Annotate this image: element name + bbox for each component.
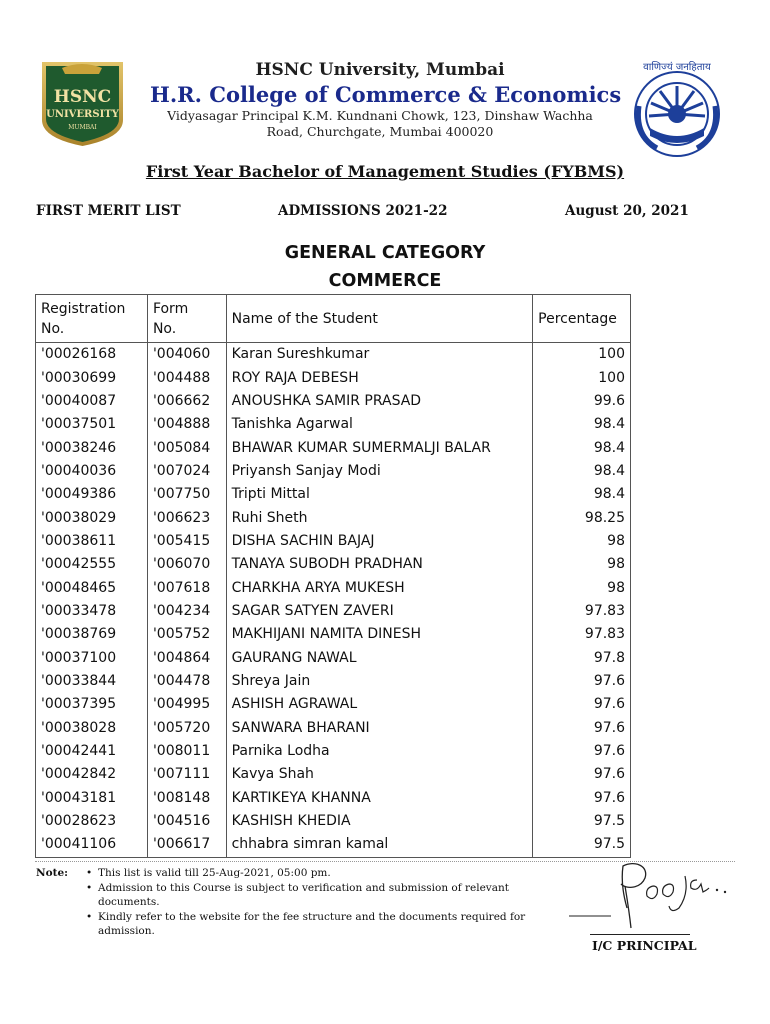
table-row [36,390,631,413]
table-row [36,553,631,576]
form-no-cell: '008148 [147,787,226,810]
form-no-cell: '005720 [147,717,226,740]
registration-no-cell: '00037395 [36,693,148,716]
registration-no-cell: '00038611 [36,530,148,553]
registration-no-cell: '00026168 [36,343,148,367]
form-no-cell: '006662 [147,390,226,413]
student-name-cell: SAGAR SATYEN ZAVERI [226,600,533,623]
student-name-cell: KARTIKEYA KHANNA [226,787,533,810]
hr-college-emblem [620,58,730,162]
percentage-cell: 98.4 [533,483,631,506]
registration-no-cell: '00040087 [36,390,148,413]
percentage-cell: 97.83 [533,600,631,623]
note-item: • Kindly refer to the website for the fee structure and the documents required for admission. [86,910,548,939]
registration-no-cell: '00040036 [36,460,148,483]
form-no-cell: '004478 [147,670,226,693]
registration-no-cell: '00028623 [36,810,148,833]
registration-no-cell: '00030699 [36,366,148,389]
table-row [36,366,631,389]
table-row [36,810,631,833]
student-name-cell: Kavya Shah [226,763,533,786]
percentage-cell: 97.6 [533,740,631,763]
percentage-cell: 99.6 [533,390,631,413]
note-item: • This list is valid till 25-Aug-2021, 05:00 pm. [86,866,548,881]
form-no-cell: '006617 [147,833,226,857]
percentage-cell: 98.25 [533,506,631,529]
table-row [36,600,631,623]
registration-no-cell: '00037100 [36,646,148,669]
percentage-cell: 98.4 [533,413,631,436]
svg-text:UNIVERSITY: UNIVERSITY [46,109,119,120]
table-row [36,483,631,506]
percentage-cell: 98.4 [533,460,631,483]
form-no-cell: '008011 [147,740,226,763]
percentage-cell: 98.4 [533,436,631,459]
percentage-cell: 97.83 [533,623,631,646]
student-name-cell: Priyansh Sanjay Modi [226,460,533,483]
percentage-cell: 97.6 [533,763,631,786]
student-name-cell: chhabra simran kamal [226,833,533,857]
table-row [36,460,631,483]
student-name-cell: ANOUSHKA SAMIR PRASAD [226,390,533,413]
student-name-cell: ASHISH AGRAWAL [226,693,533,716]
table-row [36,576,631,599]
percentage-cell: 97.6 [533,787,631,810]
principal-title: I/C PRINCIPAL [592,938,697,953]
form-no-cell: '005752 [147,623,226,646]
table-row [36,343,631,367]
student-name-cell: SANWARA BHARANI [226,717,533,740]
course-title-text: First Year Bachelor of Management Studies (FYBMS) [145,162,625,181]
student-name-cell: Tripti Mittal [226,483,533,506]
table-row [36,787,631,810]
table-row [36,623,631,646]
form-no-cell: '005084 [147,436,226,459]
student-name-cell: Tanishka Agarwal [226,413,533,436]
registration-no-cell: '00033844 [36,670,148,693]
form-no-cell: '007750 [147,483,226,506]
table-row [36,693,631,716]
student-name-cell: Shreya Jain [226,670,533,693]
registration-no-cell: '00038769 [36,623,148,646]
registration-no-cell: '00042441 [36,740,148,763]
form-no-cell: '006623 [147,506,226,529]
header-registration-no: Registration No. [36,295,148,343]
student-name-cell: GAURANG NAWAL [226,646,533,669]
student-name-cell: MAKHIJANI NAMITA DINESH [226,623,533,646]
svg-text:HSNC: HSNC [53,87,112,107]
student-name-cell: Parnika Lodha [226,740,533,763]
hsnc-university-logo [36,58,129,148]
table-row [36,717,631,740]
header-percentage: Percentage [533,295,631,343]
percentage-cell: 98 [533,553,631,576]
student-name-cell: Karan Sureshkumar [226,343,533,367]
form-no-cell: '004488 [147,366,226,389]
svg-text:वाणिज्यं जनहिताय: वाणिज्यं जनहिताय [643,62,711,73]
form-no-cell: '004888 [147,413,226,436]
form-no-cell: '004060 [147,343,226,367]
college-name: H.R. College of Commerce & Economics [150,82,622,107]
student-name-cell: Ruhi Sheth [226,506,533,529]
admissions-year: ADMISSIONS 2021-22 [278,203,448,219]
header-student-name: Name of the Student [226,295,533,343]
table-row [36,506,631,529]
percentage-cell: 98 [533,530,631,553]
registration-no-cell: '00038029 [36,506,148,529]
student-name-cell: KASHISH KHEDIA [226,810,533,833]
registration-no-cell: '00042555 [36,553,148,576]
registration-no-cell: '00041106 [36,833,148,857]
college-address [150,108,610,140]
registration-no-cell: '00049386 [36,483,148,506]
table-row [36,740,631,763]
percentage-cell: 97.5 [533,833,631,857]
percentage-cell: 100 [533,343,631,367]
course-title [0,162,770,181]
registration-no-cell: '00043181 [36,787,148,810]
percentage-cell: 100 [533,366,631,389]
registration-no-cell: '00037501 [36,413,148,436]
address-line-1: Vidyasagar Principal K.M. Kundnani Chowk, 123, Dinshaw Wachha [167,108,593,123]
principal-signature [565,856,740,936]
note-item: • Admission to this Course is subject to verification and submission of relevant documents. [86,881,548,910]
registration-no-cell: '00038246 [36,436,148,459]
address-line-2: Road, Churchgate, Mumbai 400020 [266,124,494,139]
header-form-no: Form No. [147,295,226,343]
form-no-cell: '004864 [147,646,226,669]
registration-no-cell: '00038028 [36,717,148,740]
table-row [36,646,631,669]
table-row [36,833,631,857]
form-no-cell: '007618 [147,576,226,599]
table-header-row [36,295,631,343]
percentage-cell: 97.8 [533,646,631,669]
percentage-cell: 98 [533,576,631,599]
merit-table [35,294,631,858]
university-name: HSNC University, Mumbai [255,60,505,80]
form-no-cell: '004234 [147,600,226,623]
table-row [36,530,631,553]
merit-list-label: FIRST MERIT LIST [36,203,181,219]
svg-text:MUMBAI: MUMBAI [68,124,97,131]
percentage-cell: 97.6 [533,717,631,740]
registration-no-cell: '00033478 [36,600,148,623]
form-no-cell: '007111 [147,763,226,786]
table-row [36,670,631,693]
table-row [36,413,631,436]
list-date: August 20, 2021 [565,203,689,219]
student-name-cell: ROY RAJA DEBESH [226,366,533,389]
student-name-cell: BHAWAR KUMAR SUMERMALJI BALAR [226,436,533,459]
table-row [36,436,631,459]
form-no-cell: '005415 [147,530,226,553]
form-no-cell: '004995 [147,693,226,716]
category-title: GENERAL CATEGORY [284,243,486,263]
category-stream: COMMERCE [328,271,442,291]
signature-line [590,934,690,935]
student-name-cell: TANAYA SUBODH PRADHAN [226,553,533,576]
form-no-cell: '004516 [147,810,226,833]
table-row [36,763,631,786]
student-name-cell: CHARKHA ARYA MUKESH [226,576,533,599]
form-no-cell: '007024 [147,460,226,483]
student-name-cell: DISHA SACHIN BAJAJ [226,530,533,553]
form-no-cell: '006070 [147,553,226,576]
registration-no-cell: '00042842 [36,763,148,786]
percentage-cell: 97.5 [533,810,631,833]
percentage-cell: 97.6 [533,670,631,693]
percentage-cell: 97.6 [533,693,631,716]
registration-no-cell: '00048465 [36,576,148,599]
notes-list [86,866,548,939]
note-label: Note: [36,867,69,879]
